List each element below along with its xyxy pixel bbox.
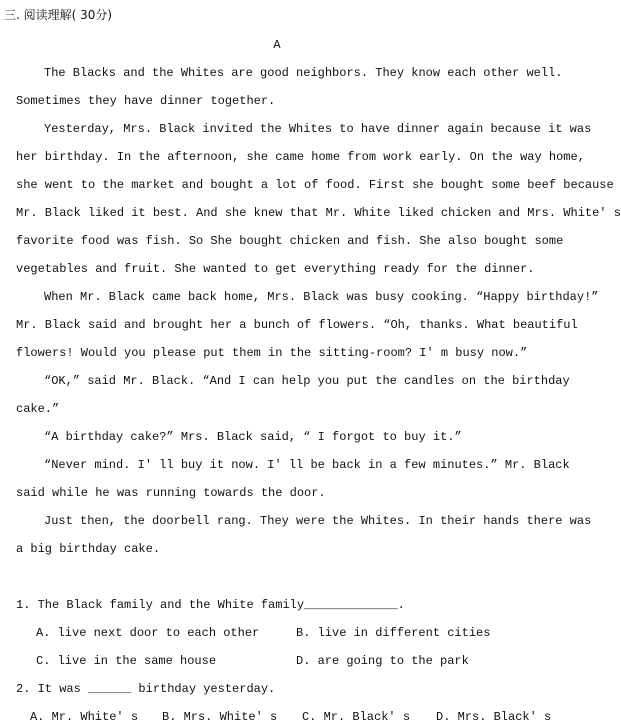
passage-line: a big birthday cake. <box>16 542 161 556</box>
option-c: C. Mr. Black' s <box>302 710 411 724</box>
passage-line: said while he was running towards the door. <box>16 486 326 500</box>
passage-line: When Mr. Black came back home, Mrs. Black was busy cooking. “Happy birthday!” <box>44 290 599 304</box>
passage-line: Mr. Black liked it best. And she knew that Mr. White liked chicken and Mrs. White' s <box>16 206 621 220</box>
passage-line: her birthday. In the afternoon, she came home from work early. On the way home, <box>16 150 585 164</box>
passage-line: Sometimes they have dinner together. <box>16 94 276 108</box>
option-d: D. are going to the park <box>296 654 469 668</box>
option-a: A. Mr. White' s <box>30 710 139 724</box>
passage-line: favorite food was fish. So She bought chicken and fish. She also bought some <box>16 234 564 248</box>
option-b: B. Mrs. White' s <box>162 710 278 724</box>
passage-line: “A birthday cake?” Mrs. Black said, “ I forgot to buy it.” <box>44 430 462 444</box>
passage-line: Mr. Black said and brought her a bunch of flowers. “Oh, thanks. What beautiful <box>16 318 578 332</box>
passage-line: cake.” <box>16 402 60 416</box>
passage-line: The Blacks and the Whites are good neighbors. They know each other well. <box>44 66 563 80</box>
section-heading: 三. 阅读理解( 30分) <box>4 8 113 22</box>
passage-line: she went to the market and bought a lot of food. First she bought some beef because <box>16 178 614 192</box>
option-c: C. live in the same house <box>36 654 217 668</box>
passage-label: A <box>273 38 281 52</box>
question-stem: 1. The Black family and the White family_____________. <box>16 598 405 612</box>
option-a: A. live next door to each other <box>36 626 260 640</box>
option-d: D. Mrs. Black' s <box>436 710 552 724</box>
question-stem: 2. It was ______ birthday yesterday. <box>16 682 276 696</box>
passage-line: Just then, the doorbell rang. They were the Whites. In their hands there was <box>44 514 592 528</box>
passage-line: flowers! Would you please put them in the sitting-room? I' m busy now.” <box>16 346 528 360</box>
passage-line: vegetables and fruit. She wanted to get everything ready for the dinner. <box>16 262 535 276</box>
option-b: B. live in different cities <box>296 626 491 640</box>
passage-line: Yesterday, Mrs. Black invited the Whites to have dinner again because it was <box>44 122 592 136</box>
passage-line: “Never mind. I' ll buy it now. I' ll be back in a few minutes.” Mr. Black <box>44 458 570 472</box>
passage-line: “OK,” said Mr. Black. “And I can help you put the candles on the birthday <box>44 374 570 388</box>
